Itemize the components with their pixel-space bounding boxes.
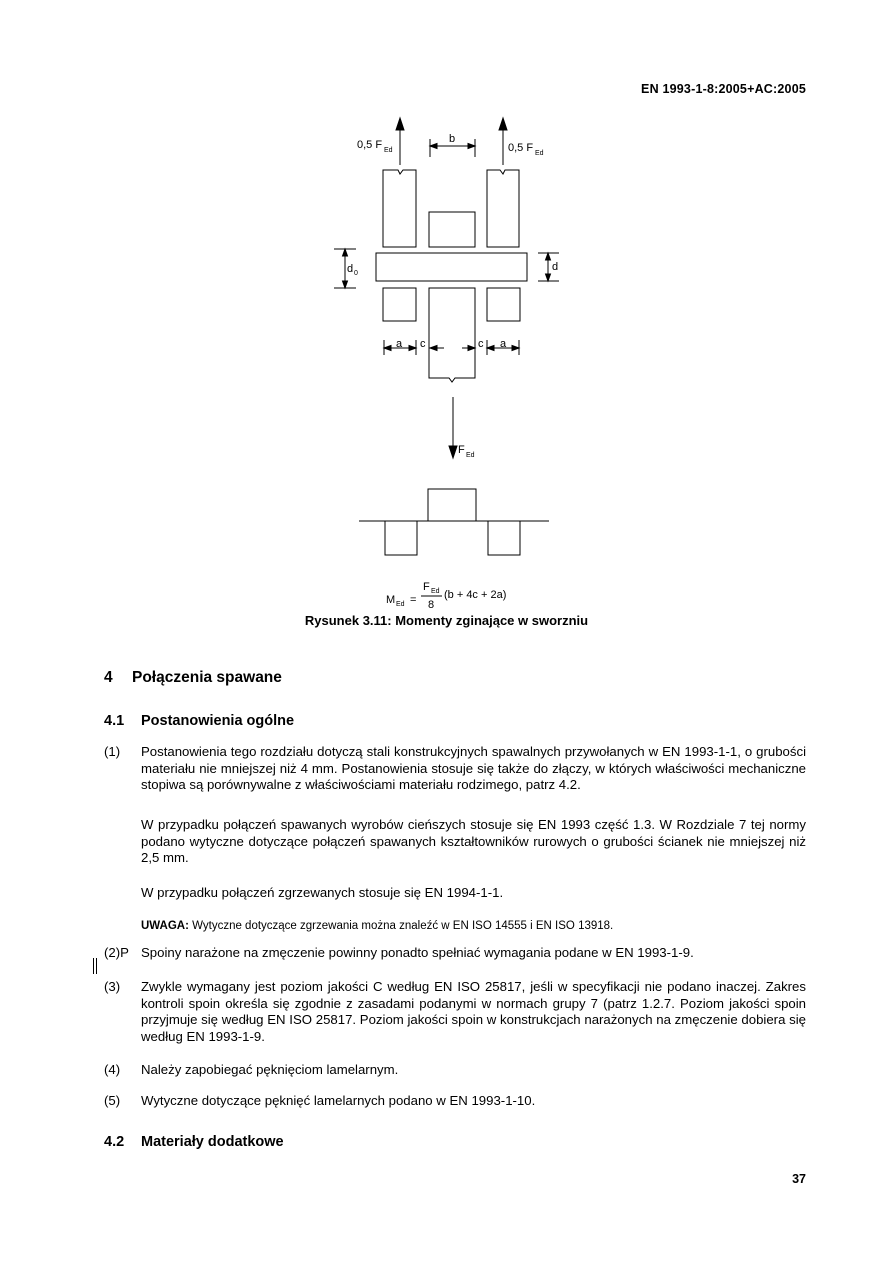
paragraph-number: (4) xyxy=(104,1062,121,1077)
paragraph-text: Zwykle wymagany jest poziom jakości C według EN ISO 25817, jeśli w specyfikacji nie podano inaczej. Zakres kontroli spoin określa się zgodnie z zasadami podanymi w normach grupy 7 (patrz 1.2.7. Poziom jakości spoin przyjmuje się według EN ISO 25817. Poziom jakości spoin w konstrukcjach narażonych na zmęczenie dobiera się według EN 1993-1-9. xyxy=(141,979,806,1044)
formula-lhs-sub: Ed xyxy=(396,601,405,608)
paragraph-5 xyxy=(104,1093,806,1110)
moment-diagram-negative-right xyxy=(488,521,520,555)
note-text: Wytyczne dotyczące zgrzewania można znaleźć w EN ISO 14555 i EN ISO 13918. xyxy=(188,920,614,932)
section-heading-4 xyxy=(104,669,282,687)
dim-c-left-label: c xyxy=(420,338,426,350)
force-label-bottom: F xyxy=(458,444,465,456)
subsection-number: 4.2 xyxy=(104,1134,125,1150)
paragraph-3 xyxy=(104,979,806,1045)
paragraph-4 xyxy=(104,1062,806,1079)
standard-reference: EN 1993-1-8:2005+AC:2005 xyxy=(641,82,806,96)
note-label: UWAGA: xyxy=(141,920,189,932)
formula-rhs: (b + 4c + 2a) xyxy=(444,589,507,601)
force-label-left-sub: Ed xyxy=(384,147,393,154)
paragraph-text: Postanowienia tego rozdziału dotyczą stali konstrukcyjnych spawalnych przywołanych w EN 1993-1-1, o grubości materiału nie mniejszej niż 4 mm. Postanowienia stosuje się także do złączy, w których właściwości mechaniczne stopiwa są porównywalne z właściwościami materiału rodzimego, patrz 4.2. xyxy=(141,744,806,792)
dim-c-right-label: c xyxy=(478,338,484,350)
section-number: 4 xyxy=(104,669,113,686)
left-outer-plate xyxy=(383,170,416,247)
right-outer-plate xyxy=(487,170,519,247)
middle-lower-plate xyxy=(429,288,475,382)
paragraph-number: (2)P xyxy=(104,945,129,960)
force-label-left: 0,5 F xyxy=(357,139,383,151)
moment-diagram-positive xyxy=(428,489,476,521)
middle-plate-top xyxy=(429,212,475,247)
moment-diagram-negative-left xyxy=(385,521,417,555)
dim-b-label: b xyxy=(449,133,456,145)
paragraph-text: Wytyczne dotyczące pęknięć lamelarnych podano w EN 1993-1-10. xyxy=(141,1093,536,1108)
dim-d0-sub: 0 xyxy=(354,270,358,277)
force-label-right: 0,5 F xyxy=(508,142,534,154)
formula-eq: = xyxy=(410,594,417,606)
section-title: Połączenia spawane xyxy=(132,669,282,686)
paragraph-number: (5) xyxy=(104,1093,121,1108)
paragraph-1b: W przypadku połączeń spawanych wyrobów cieńszych stosuje się EN 1993 część 1.3. W Rozdziale 7 tej normy podano wytyczne dotyczące połączeń spawanych kształtowników rurowych o grubości ścianek nie mniejszej niż 2,5 mm. xyxy=(141,817,806,865)
subsection-number: 4.1 xyxy=(104,713,125,729)
formula-denominator: 8 xyxy=(428,599,435,611)
paragraph-number: (1) xyxy=(104,744,121,759)
right-lower-plate xyxy=(487,288,520,321)
subsection-title: Materiały dodatkowe xyxy=(141,1134,284,1150)
pin xyxy=(376,253,527,281)
force-label-bottom-sub: Ed xyxy=(466,452,475,459)
dim-a-left-label: a xyxy=(396,338,403,350)
paragraph-number: (3) xyxy=(104,979,121,994)
paragraph-1 xyxy=(104,744,806,794)
note xyxy=(141,919,806,934)
paragraph-1c: W przypadku połączeń zgrzewanych stosuje się EN 1994-1-1. xyxy=(141,885,504,900)
subsection-heading-4-2 xyxy=(104,1134,284,1150)
paragraph-2P xyxy=(104,945,806,962)
dim-a-right-label: a xyxy=(500,338,507,350)
subsection-heading-4-1 xyxy=(104,713,294,729)
formula-numerator: F xyxy=(423,581,430,593)
left-lower-plate xyxy=(383,288,416,321)
paragraph-text: Spoiny narażone na zmęczenie powinny ponadto spełniać wymagania podane w EN 1993-1-9. xyxy=(141,945,694,960)
formula-lhs: M xyxy=(386,594,396,606)
change-marker xyxy=(93,958,99,974)
page-number: 37 xyxy=(792,1172,806,1186)
paragraph-text: Należy zapobiegać pęknięciom lamelarnym. xyxy=(141,1062,399,1077)
subsection-title: Postanowienia ogólne xyxy=(141,713,295,729)
force-label-right-sub: Ed xyxy=(535,150,544,157)
dim-d0-label: d xyxy=(347,263,354,275)
dim-d-label: d xyxy=(552,261,559,273)
figure-caption: Rysunek 3.11: Momenty zginające w sworzniu xyxy=(304,613,589,628)
formula-numerator-sub: Ed xyxy=(431,588,440,595)
